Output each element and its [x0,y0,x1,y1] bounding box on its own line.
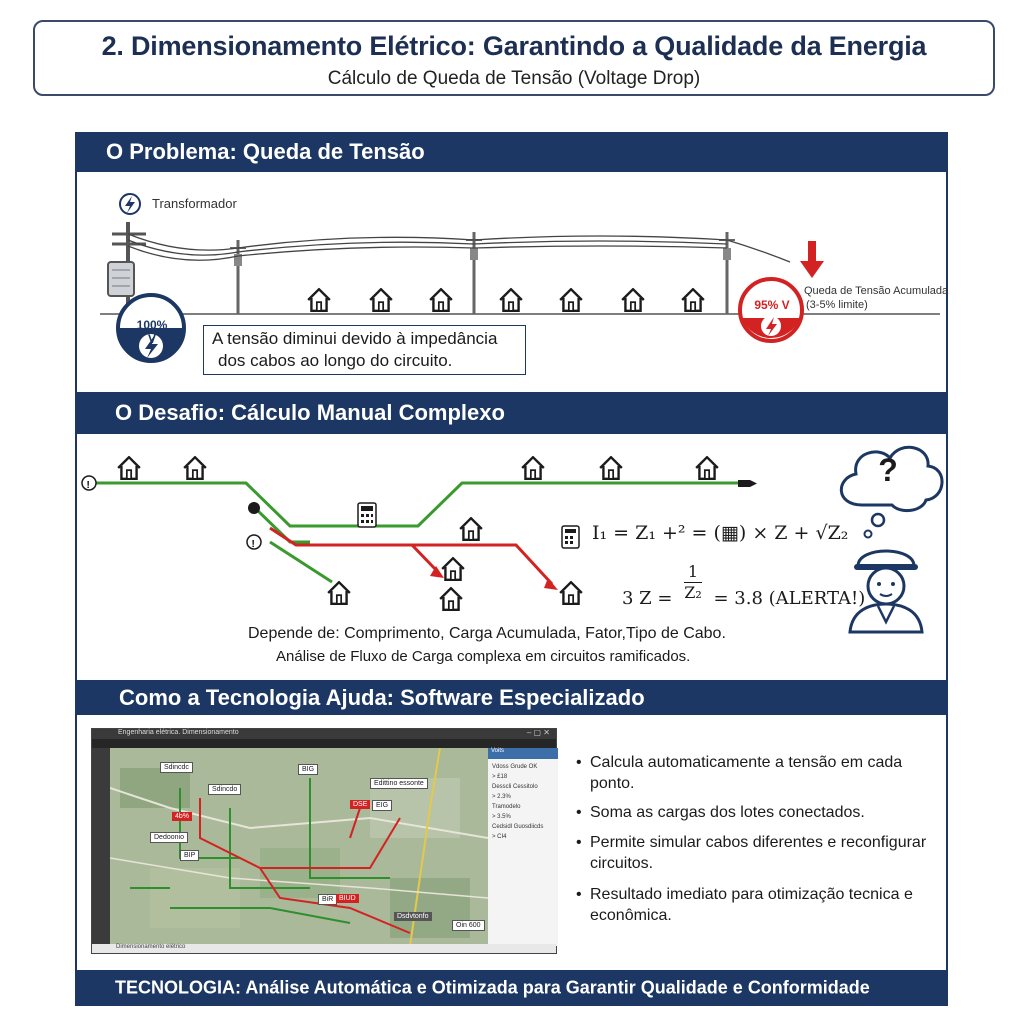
side-item-5[interactable]: Tramodelo [492,804,521,810]
software-titlebar [92,729,556,739]
formula-2-denominator: Z₂ [684,583,702,602]
svg-text:!: ! [251,539,255,550]
challenge-desc-line2: Análise de Fluxo de Carga complexa em circuitos ramificados. [276,648,691,665]
formula-2-numerator: 1 [684,562,702,583]
side-panel-list [488,759,558,842]
map-tag[interactable]: Dsdvtonfo [394,912,432,921]
side-item-8: > CI4 [492,834,507,840]
software-menubar [92,739,556,748]
side-item-1[interactable]: Vdoss Grude OK [492,764,538,770]
node-dot [248,502,260,514]
side-item-4: > 2.3% [492,794,511,800]
section2-heading: O Desafio: Cálculo Manual Complexo [115,400,505,425]
red-circuit [270,528,552,584]
drop-label-line1: Queda de Tensão Acumulada [804,285,949,297]
bullet-text: Soma as cargas dos lotes conectados. [590,804,865,821]
formula-1: I₁ = Z₁ +² = (▦) × Z + √Z₂ [592,522,849,544]
map-tag[interactable]: BIUD [336,894,359,903]
feature-list [576,752,944,926]
software-statusbar [92,944,556,953]
map-tag[interactable]: Sdincdo [208,784,241,795]
calculator-icon-2 [562,526,579,548]
bullet-item: • Calcula automaticamente a tensão em cada ponto. [576,754,903,792]
map-tag[interactable]: BIG [298,764,318,775]
bullet-text: Resultado imediato para otimização tecnica e econômica. [590,886,913,924]
footer-text: TECNOLOGIA: Análise Automática e Otimizada para Garantir Qualidade e Conformidade [115,977,870,998]
section1-heading: O Problema: Queda de Tensão [106,139,425,164]
map-tag[interactable]: Sdincdc [160,762,193,773]
transformer-label: Transformador [152,196,237,211]
bullet-item: • Soma as cargas dos lotes conectados. [576,804,865,821]
software-toolbar [92,748,110,946]
side-item-6: > 3.5% [492,814,511,820]
bullet-text: Calcula automaticamente a tensão em cada ponto. [590,754,903,792]
map-tag[interactable]: Oin 600 [452,920,485,931]
formula-2 [622,562,866,609]
map-tag[interactable]: Dedoonio [150,832,188,843]
page-subtitle: Cálculo de Queda de Tensão (Voltage Drop) [327,68,701,89]
map-tag[interactable]: Edittino essonte [370,778,428,789]
side-item-7[interactable]: Cedsidl Guosdiicds [492,824,544,830]
question-mark: ? [878,452,898,488]
note-line2: dos cabos ao longo do circuito. [218,351,453,370]
side-panel-header: Voits [488,748,558,759]
start-gauge-value: 100% V [136,318,168,346]
bullet-item: • Resultado imediato para otimização tecnica e econômica. [576,886,913,924]
software-title: Engenharia elétrica. Dimensionamento [118,729,239,736]
page-title: 2. Dimensionamento Elétrico: Garantindo a Qualidade da Energia [101,31,927,61]
formula-2-left: 3 Z = [622,587,673,609]
formula-2-fraction [684,562,702,603]
pen-icon [738,480,757,487]
software-side-panel [488,748,558,946]
bullet-text: Permite simular cabos diferentes e reconfigurar circuitos. [590,834,927,872]
formula-2-right: = 3.8 (ALERTA!) [713,587,866,609]
side-item-2: > £18 [492,774,508,780]
map-tag[interactable]: BiR [318,894,337,905]
side-item-3[interactable]: Desscli Cessitolo [492,784,538,790]
note-line1: A tensão diminui devido à impedância [212,329,498,348]
map-tag[interactable]: DSE [350,800,370,809]
window-controls-icon[interactable]: – ▢ ✕ [526,728,550,737]
map-tag[interactable]: BIP [180,850,199,861]
calculator-icon [358,503,376,527]
map-tag[interactable]: 4b% [172,812,192,821]
svg-text:!: ! [86,480,90,491]
drop-label-line2: (3-5% limite) [806,299,868,311]
end-gauge-value: 95% V [754,298,790,312]
section3-heading: Como a Tecnologia Ajuda: Software Especializado [119,684,645,710]
bullet-item: • Permite simular cabos diferentes e reconfigurar circuitos. [576,834,927,872]
challenge-desc-line1: Depende de: Comprimento, Carga Acumulada, Fator,Tipo de Cabo. [248,625,726,642]
software-status: Dimensionamento elétrico [116,944,186,950]
map-tag[interactable]: EIG [372,800,392,811]
